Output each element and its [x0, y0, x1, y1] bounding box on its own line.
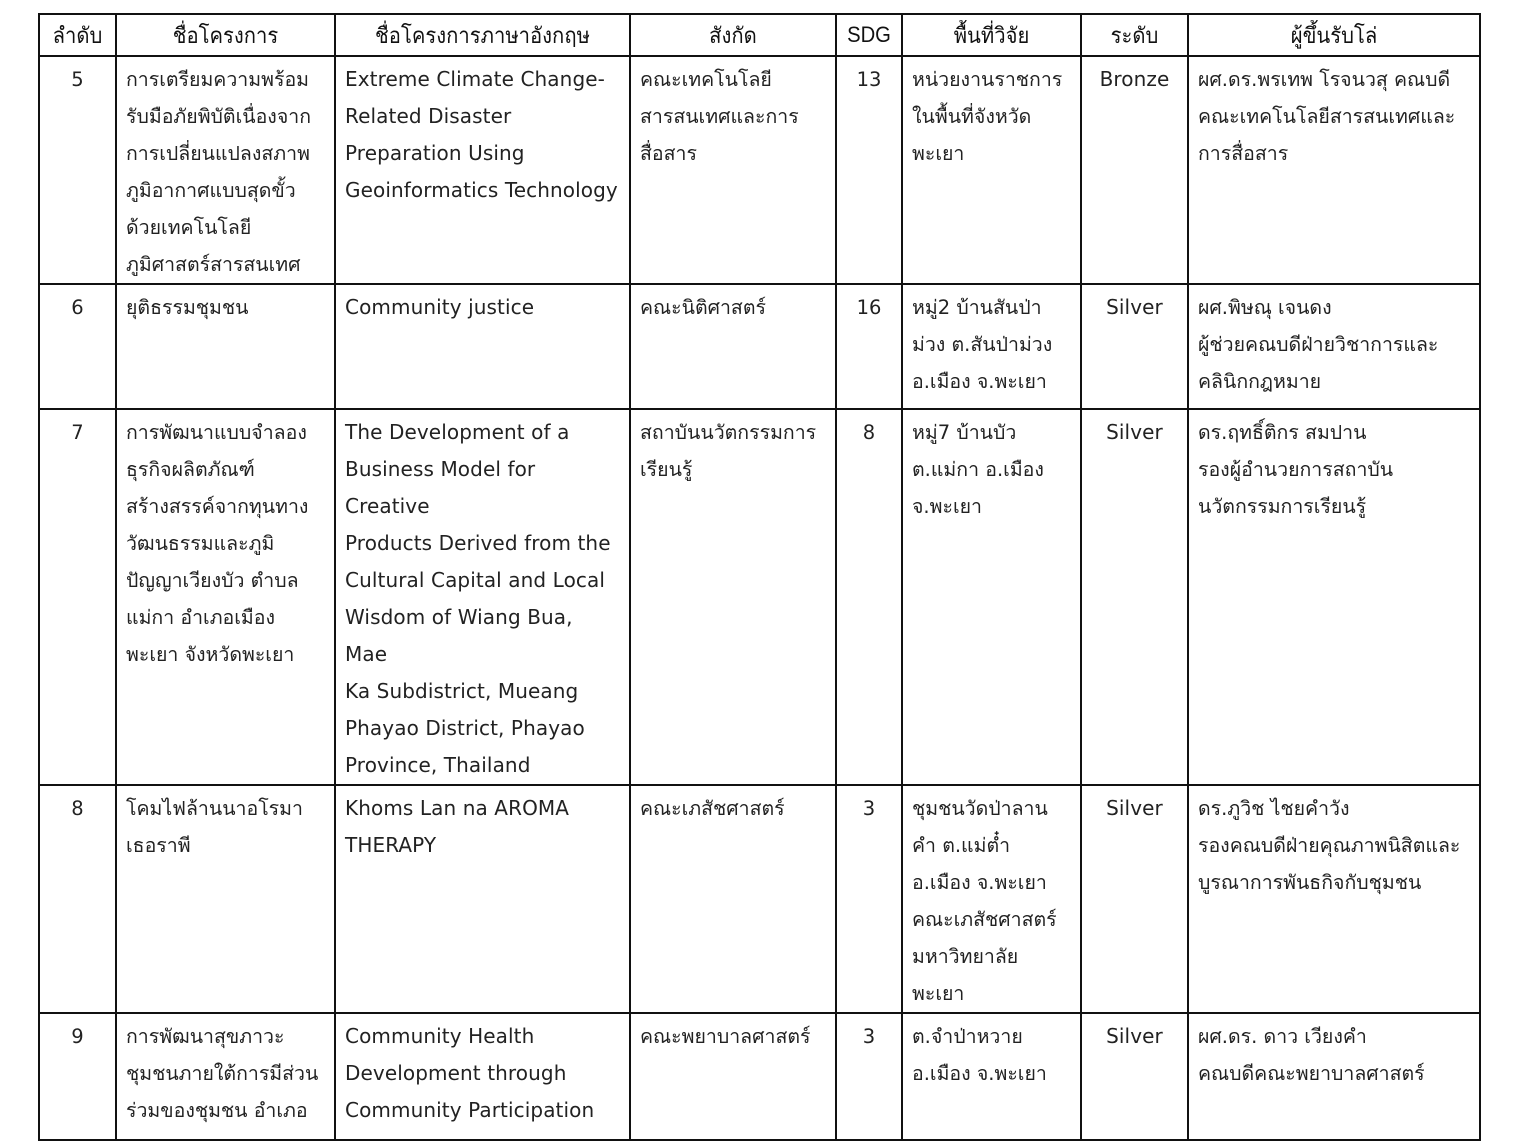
project-name-en-line: Khoms Lan na AROMA: [345, 796, 570, 820]
affiliation-line: สื่อสาร: [640, 142, 697, 165]
research-area-line: ในพื้นที่จังหวัด: [912, 105, 1032, 128]
project-name-th-line: ภูมิอากาศแบบสุดขั้ว: [126, 179, 296, 202]
research-area-line: ต.จำป่าหวาย: [912, 1025, 1023, 1048]
recipient-line: คลินิกกฎหมาย: [1198, 370, 1322, 393]
project-name-en-line: Cultural Capital and Local: [345, 568, 606, 592]
row-number-cell: [39, 785, 116, 1013]
project-name-en-line: Products Derived from the: [345, 531, 611, 555]
table-row: [39, 1013, 1480, 1140]
affiliation: [631, 1014, 835, 1055]
recipient: [1189, 786, 1479, 901]
project-name-th: [117, 57, 334, 283]
affiliation: [631, 57, 835, 172]
research-area-line: หมู่2 บ้านสันป่า: [912, 296, 1042, 319]
project-name-en: [336, 410, 629, 784]
row-number-cell: [39, 284, 116, 409]
research-area-cell: [902, 1013, 1081, 1140]
affiliation: [631, 285, 835, 326]
affiliation-line: คณะนิติศาสตร์: [640, 296, 766, 319]
project-name-en-line: Community justice: [345, 295, 535, 319]
research-area-cell: [902, 56, 1081, 284]
project-name-th-line: แม่กา อำเภอเมือง: [126, 606, 276, 629]
recipient-cell: [1188, 284, 1480, 409]
recipient-line: รองผู้อำนวยการสถาบัน: [1198, 458, 1394, 481]
research-area-line: หน่วยงานราชการ: [912, 68, 1063, 91]
affiliation-line: เรียนรู้: [640, 458, 693, 481]
research-area-line: ม่วง ต.สันป่าม่วง: [912, 333, 1053, 356]
project-name-en-line: Preparation Using: [345, 141, 525, 165]
sdg-number-cell: [836, 409, 902, 785]
award-level: Silver: [1106, 1024, 1163, 1048]
recipient-cell: [1188, 785, 1480, 1013]
sdg-number: 13: [856, 68, 882, 91]
sdg-number-cell: [836, 284, 902, 409]
project-name-th-line: การพัฒนาแบบจำลอง: [126, 421, 307, 444]
project-name-en-cell: [335, 409, 630, 785]
header-project-name-en: ชื่อโครงการภาษาอังกฤษ: [347, 14, 618, 56]
project-name-th-cell: [116, 56, 335, 284]
research-area-line: จ.พะเยา: [912, 495, 982, 518]
award-level: Silver: [1106, 420, 1163, 444]
recipient: [1189, 410, 1479, 525]
header-affiliation: สังกัด: [638, 14, 828, 56]
row-number-cell: [39, 1013, 116, 1140]
recipient-line: ดร.ภูวิช ไชยคำวัง: [1198, 797, 1350, 820]
project-name-en-cell: [335, 1013, 630, 1140]
recipient-line: บูรณาการพันธกิจกับชุมชน: [1198, 871, 1422, 894]
project-name-en-line: Community Participation: [345, 1098, 595, 1122]
awards-table: [38, 13, 1481, 1141]
project-name-th-line: ธุรกิจผลิตภัณฑ์: [126, 458, 255, 481]
award-level-cell: [1081, 785, 1188, 1013]
research-area-line: พะเยา: [912, 982, 965, 1005]
research-area-line: ต.แม่กา อ.เมือง: [912, 458, 1044, 481]
project-name-th-cell: [116, 1013, 335, 1140]
research-area-line: อ.เมือง จ.พะเยา: [912, 370, 1047, 393]
header-no: ลำดับ: [42, 14, 113, 56]
project-name-en-line: Community Health: [345, 1024, 535, 1048]
project-name-th-line: ร่วมของชุมชน อำเภอ: [126, 1099, 308, 1122]
recipient-cell: [1188, 56, 1480, 284]
project-name-en-line: THERAPY: [345, 833, 437, 857]
project-name-th-cell: [116, 785, 335, 1013]
header-sdg: SDG: [839, 14, 900, 56]
project-name-en: [336, 57, 629, 209]
project-name-en-line: Related Disaster: [345, 104, 512, 128]
project-name-th-line: พะเยา จังหวัดพะเยา: [126, 643, 295, 666]
award-level-cell: [1081, 409, 1188, 785]
project-name-en-line: Wisdom of Wiang Bua, Mae: [345, 605, 573, 666]
project-name-en-line: Phayao District, Phayao: [345, 716, 585, 740]
affiliation-cell: [630, 1013, 836, 1140]
project-name-en-cell: [335, 284, 630, 409]
project-name-th-line: ด้วยเทคโนโลยี: [126, 216, 252, 239]
project-name-th-line: ยุติธรรมชุมชน: [126, 296, 249, 319]
project-name-th-line: การเปลี่ยนแปลงสภาพ: [126, 142, 310, 165]
row-number: 8: [71, 797, 84, 820]
affiliation-cell: [630, 284, 836, 409]
project-name-th-line: วัฒนธรรมและภูมิ: [126, 532, 275, 555]
affiliation-line: สารสนเทศและการ: [640, 105, 799, 128]
row-number-cell: [39, 56, 116, 284]
research-area-line: คำ ต.แม่ต๋ำ: [912, 834, 1011, 857]
recipient-cell: [1188, 409, 1480, 785]
project-name-th: [117, 410, 334, 673]
project-name-en-line: The Development of a: [345, 420, 570, 444]
recipient-line: ผศ.ดร.พรเทพ โรจนวสุ คณบดี: [1198, 68, 1451, 91]
sdg-number: 3: [862, 1025, 876, 1048]
research-area-cell: [902, 785, 1081, 1013]
project-name-th-line: โคมไฟล้านนาอโรมา: [126, 797, 303, 820]
project-name-th-line: การเตรียมความพร้อม: [126, 68, 310, 91]
affiliation-line: สถาบันนวัตกรรมการ: [640, 421, 817, 444]
award-level-cell: [1081, 284, 1188, 409]
recipient-line: ผศ.ดร. ดาว เวียงคำ: [1198, 1025, 1367, 1048]
sdg-number-cell: [836, 1013, 902, 1140]
header-research-area: พื้นที่วิจัย: [909, 14, 1074, 56]
project-name-th-line: เธอราพี: [126, 834, 191, 857]
affiliation-line: คณะเทคโนโลยี: [640, 68, 772, 91]
project-name-en-cell: [335, 785, 630, 1013]
award-level: Silver: [1106, 796, 1163, 820]
row-number: 7: [71, 421, 84, 444]
project-name-en-line: Business Model for Creative: [345, 457, 536, 518]
research-area-cell: [902, 284, 1081, 409]
project-name-en-line: Development through: [345, 1061, 567, 1085]
header-recipient: ผู้ขึ้นรับโล่: [1200, 14, 1469, 56]
recipient: [1189, 285, 1479, 400]
project-name-th: [117, 1014, 334, 1129]
recipient-line: รองคณบดีฝ่ายคุณภาพนิสิตและ: [1198, 834, 1461, 857]
recipient-line: คณะเทคโนโลยีสารสนเทศและ: [1198, 105, 1456, 128]
row-number-cell: [39, 409, 116, 785]
affiliation-cell: [630, 56, 836, 284]
research-area-line: พะเยา: [912, 142, 965, 165]
sdg-number-cell: [836, 785, 902, 1013]
project-name-th-line: ภูมิศาสตร์สารสนเทศ: [126, 253, 301, 276]
recipient-line: นวัตกรรมการเรียนรู้: [1198, 495, 1367, 518]
row-number: 6: [71, 296, 84, 319]
research-area-line: หมู่7 บ้านบัว: [912, 421, 1017, 444]
research-area: [903, 57, 1080, 172]
research-area-line: ชุมชนวัดป่าลาน: [912, 797, 1048, 820]
project-name-th-line: ชุมชนภายใต้การมีส่วน: [126, 1062, 319, 1085]
sdg-number: 16: [856, 296, 882, 319]
affiliation: [631, 410, 835, 488]
award-level-cell: [1081, 56, 1188, 284]
research-area-line: อ.เมือง จ.พะเยา: [912, 1062, 1047, 1085]
affiliation-cell: [630, 409, 836, 785]
research-area: [903, 285, 1080, 400]
recipient-line: ผู้ช่วยคณบดีฝ่ายวิชาการและ: [1198, 333, 1439, 356]
research-area-line: อ.เมือง จ.พะเยา: [912, 871, 1047, 894]
header-level: ระดับ: [1085, 14, 1183, 56]
project-name-en-line: Ka Subdistrict, Mueang: [345, 679, 579, 703]
recipient-cell: [1188, 1013, 1480, 1140]
project-name-th-line: รับมือภัยพิบัติเนื่องจาก: [126, 105, 312, 128]
research-area-line: คณะเภสัชศาสตร์: [912, 908, 1057, 931]
sdg-number: 3: [862, 797, 876, 820]
project-name-en: [336, 786, 629, 864]
research-area: [903, 1014, 1080, 1092]
affiliation-line: คณะเภสัชศาสตร์: [640, 797, 785, 820]
research-area: [903, 786, 1080, 1012]
table-row: [39, 409, 1480, 785]
recipient-line: ผศ.พิษณุ เจนดง: [1198, 296, 1332, 319]
project-name-en-cell: [335, 56, 630, 284]
project-name-en-line: Extreme Climate Change-: [345, 67, 605, 91]
project-name-th: [117, 786, 334, 864]
project-name-en-line: Geoinformatics Technology: [345, 178, 618, 202]
affiliation-line: คณะพยาบาลศาสตร์: [640, 1025, 811, 1048]
affiliation-cell: [630, 785, 836, 1013]
row-number: 9: [71, 1025, 84, 1048]
project-name-en: [336, 1014, 629, 1129]
row-number: 5: [71, 68, 84, 91]
project-name-th-line: สร้างสรรค์จากทุนทาง: [126, 495, 309, 518]
award-level: Bronze: [1099, 67, 1170, 91]
research-area-cell: [902, 409, 1081, 785]
table-row: [39, 785, 1480, 1013]
recipient-line: การสื่อสาร: [1198, 142, 1289, 165]
header-project-name-th: ชื่อโครงการ: [125, 14, 326, 56]
research-area-line: มหาวิทยาลัย: [912, 945, 1019, 968]
table-row: [39, 284, 1480, 409]
research-area: [903, 410, 1080, 525]
award-level-cell: [1081, 1013, 1188, 1140]
project-name-th-cell: [116, 409, 335, 785]
project-name-th: [117, 285, 334, 326]
recipient-line: ดร.ฤทธิ์ติกร สมปาน: [1198, 421, 1367, 444]
project-name-th-line: การพัฒนาสุขภาวะ: [126, 1025, 285, 1048]
project-name-th-line: ปัญญาเวียงบัว ตำบล: [126, 569, 299, 592]
sdg-number-cell: [836, 56, 902, 284]
table-row: [39, 56, 1480, 284]
project-name-th-cell: [116, 284, 335, 409]
award-level: Silver: [1106, 295, 1163, 319]
sdg-number: 8: [862, 421, 876, 444]
header-row: [39, 14, 1480, 56]
affiliation: [631, 786, 835, 827]
project-name-en-line: Province, Thailand: [345, 753, 531, 777]
recipient: [1189, 1014, 1479, 1092]
recipient-line: คณบดีคณะพยาบาลศาสตร์: [1198, 1062, 1425, 1085]
project-name-en: [336, 285, 629, 326]
recipient: [1189, 57, 1479, 172]
